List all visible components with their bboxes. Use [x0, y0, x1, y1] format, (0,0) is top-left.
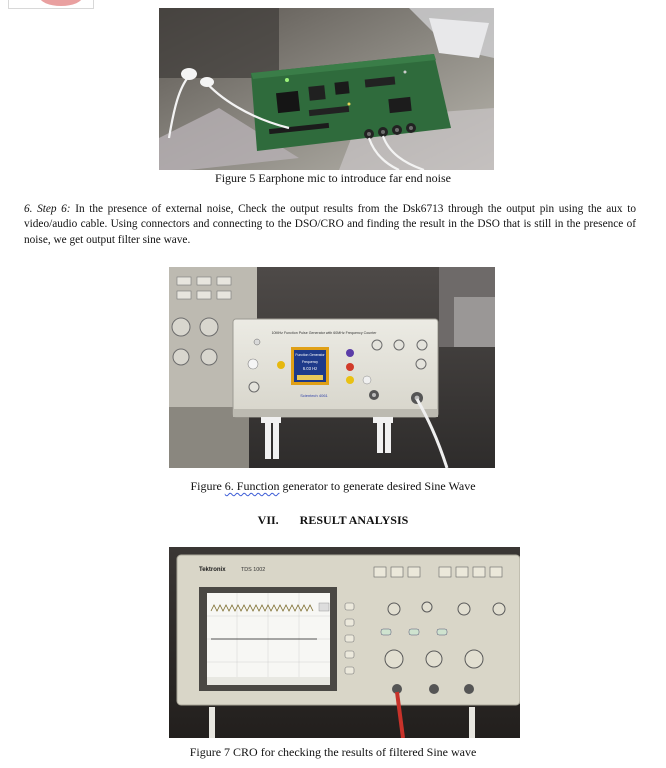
figure-6-photo — [169, 267, 495, 468]
figure-6-caption-prefix: Figure — [190, 479, 225, 493]
scope-brand: Tektronix — [199, 567, 226, 573]
figure-6-caption-suffix: generator to generate desired Sine Wave — [279, 479, 476, 493]
generator-brand: Scientech 4061 — [300, 393, 328, 398]
step-label: 6. Step 6: — [24, 203, 71, 215]
figure-7-caption: Figure 7 CRO for checking the results of filtered Sine wave — [189, 745, 477, 759]
figure-6-caption-underlined: 6. Function — [224, 479, 280, 493]
figure-7-photo — [169, 547, 520, 738]
scope-model: TDS 1002 — [241, 567, 266, 573]
figure-5-caption: Figure 5 Earphone mic to introduce far end noise — [215, 171, 451, 185]
earbud-left — [181, 68, 197, 80]
function-generator — [233, 319, 438, 417]
generator-title: 10MHz Function Pulse Generator with 60MHz Frequency Counter — [271, 331, 377, 335]
earbud-right — [200, 77, 214, 87]
logo-fragment-shape — [39, 0, 83, 6]
section-heading: VII. RESULT ANALYSIS — [257, 513, 409, 527]
oscilloscope — [177, 555, 520, 705]
screen-title: Function Generator — [295, 353, 325, 357]
top-logo-fragment — [8, 0, 94, 9]
figure-6-caption — [0, 479, 666, 493]
screen-label: Frequency — [301, 360, 319, 364]
step-text: In the presence of external noise, Check the output results from the Dsk6713 through the output pin using the aux to video/audio cable. Using connectors and connecting to the DSO/CRO and finding the result in the DSO that is still in the presence of noise, we get output filter sine wave. — [24, 203, 636, 246]
step-6-paragraph — [24, 202, 636, 248]
figure-5-photo — [159, 8, 494, 170]
screen-value: 6.03 Hz — [302, 366, 318, 371]
